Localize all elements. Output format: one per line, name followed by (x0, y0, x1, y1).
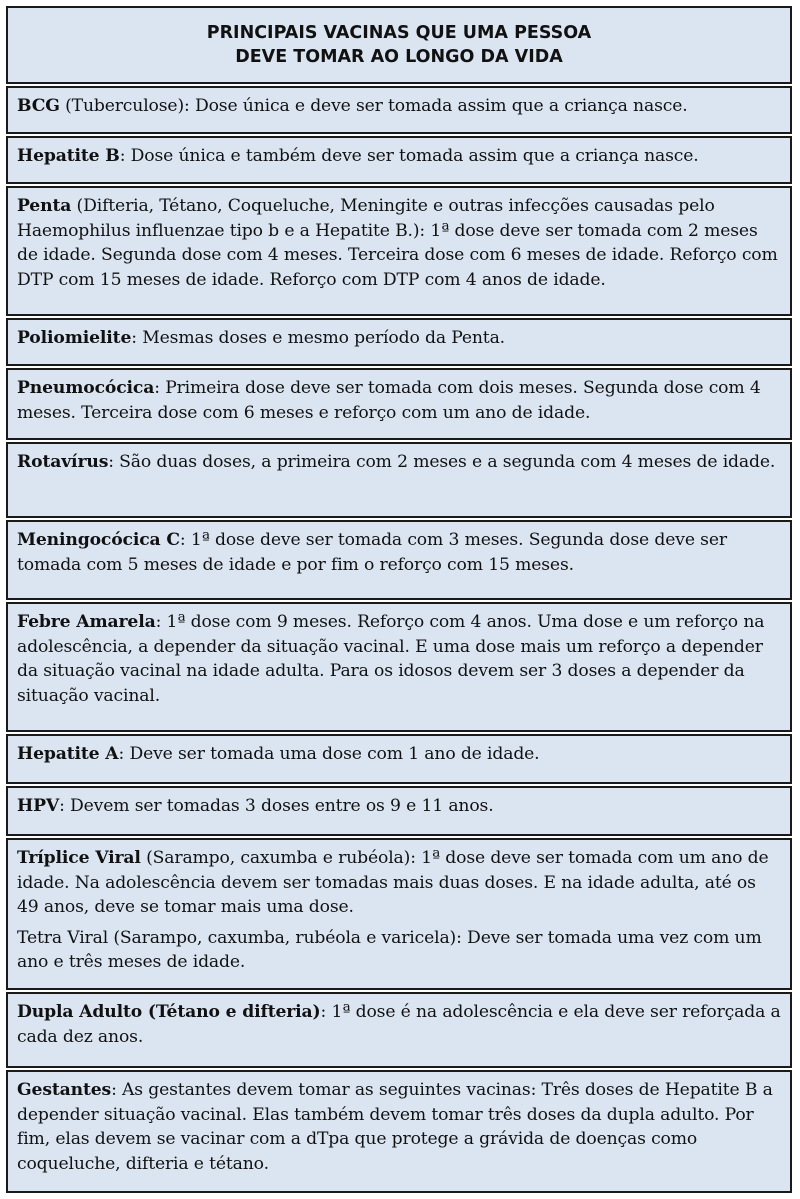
vaccine-description: : Primeira dose deve ser tomada com dois meses. Segunda dose com 4 meses. Terceira dose com 6 meses e reforço com um ano de idade. (17, 378, 761, 423)
vaccine-name: Hepatite A (17, 744, 119, 764)
vaccine-description: (Difteria, Tétano, Coqueluche, Meningite e outras infecções causadas pelo Haemophilus influenzae tipo b e a Hepatite B.): 1ª dose deve ser tomada com 2 meses de idade. Segunda dose com 4 meses. Terceira dose com 6 meses de idade. Reforço com DTP com 15 meses de idade. Reforço com DTP com 4 anos de idade. (17, 196, 778, 290)
vaccine-name: Pneumocócica (17, 378, 155, 398)
vaccine-name: HPV (17, 796, 60, 816)
vaccine-description: : Mesmas doses e mesmo período da Penta. (131, 328, 505, 348)
vaccine-name: Febre Amarela (17, 612, 156, 632)
vaccine-name: Tríplice Viral (17, 848, 141, 868)
vaccine-row-meningococica-c (6, 520, 792, 600)
vaccine-row-hepatite-a (6, 734, 792, 784)
vaccine-row-pneumococica (6, 368, 792, 440)
vaccine-row-penta (6, 186, 792, 316)
title-line-1: PRINCIPAIS VACINAS QUE UMA PESSOA (206, 23, 592, 43)
vaccine-name: Meningocócica C (17, 530, 180, 550)
vaccine-description: : 1ª dose deve ser tomada com 3 meses. Segunda dose deve ser tomada com 5 meses de idade e por fim o reforço com 15 meses. (17, 530, 727, 575)
vaccine-description: (Tuberculose): Dose única e deve ser tomada assim que a criança nasce. (59, 96, 688, 116)
title-line-2: DEVE TOMAR AO LONGO DA VIDA (235, 47, 563, 67)
vaccine-row-hepatite-b (6, 136, 792, 184)
vaccine-description: (Sarampo, caxumba e rubéola): 1ª dose deve ser tomada com um ano de idade. Na adolescência devem ser tomadas mais duas doses. E na idade adulta, até os 49 anos, deve se tomar mais uma dose. (17, 848, 769, 918)
vaccine-description: : Dose única e também deve ser tomada assim que a criança nasce. (119, 146, 699, 166)
page-title (207, 21, 591, 69)
vaccine-row-bcg (6, 86, 792, 134)
vaccine-name: BCG (17, 96, 60, 116)
vaccine-row-hpv (6, 786, 792, 836)
vaccine-description: : 1ª dose com 9 meses. Reforço com 4 anos. Uma dose e um reforço na adolescência, a depender da situação vacinal. E uma dose mais um reforço a depender da situação vacinal na idade adulta. Para os idosos devem ser 3 doses a depender da situação vacinal. (17, 612, 765, 706)
vaccine-name: Penta (17, 196, 72, 216)
table-header (6, 6, 792, 84)
vaccine-description: : As gestantes devem tomar as seguintes vacinas: Três doses de Hepatite B a depender situação vacinal. Elas também devem tomar três doses da dupla adulto. Por fim, elas devem se vacinar com a dTpa que protege a grávida de doenças como coqueluche, difteria e tétano. (17, 1080, 773, 1174)
vaccine-row-poliomielite (6, 318, 792, 366)
vaccine-table (6, 6, 794, 1193)
vaccine-row-dupla-adulto (6, 992, 792, 1068)
vaccine-name: Gestantes (17, 1080, 112, 1100)
vaccine-description: : 1ª dose é na adolescência e ela deve ser reforçada a cada dez anos. (17, 1002, 781, 1047)
vaccine-description: : Deve ser tomada uma dose com 1 ano de idade. (118, 744, 540, 764)
vaccine-name: Poliomielite (17, 328, 132, 348)
vaccine-row-rotavirus (6, 442, 792, 518)
vaccine-name: Rotavírus (17, 452, 109, 472)
vaccine-description: : Devem ser tomadas 3 doses entre os 9 e 11 anos. (59, 796, 494, 816)
vaccine-description: : São duas doses, a primeira com 2 meses e a segunda com 4 meses de idade. (108, 452, 776, 472)
vaccine-name: Dupla Adulto (Tétano e difteria) (17, 1002, 321, 1022)
vaccine-row-triplice-viral (6, 838, 792, 990)
vaccine-extra-note: Tetra Viral (Sarampo, caxumba, rubéola e varicela): Deve ser tomada uma vez com um ano e três meses de idade. (17, 927, 762, 973)
vaccine-row-gestantes (6, 1070, 792, 1193)
vaccine-name: Hepatite B (17, 146, 120, 166)
vaccine-row-febre-amarela (6, 602, 792, 732)
